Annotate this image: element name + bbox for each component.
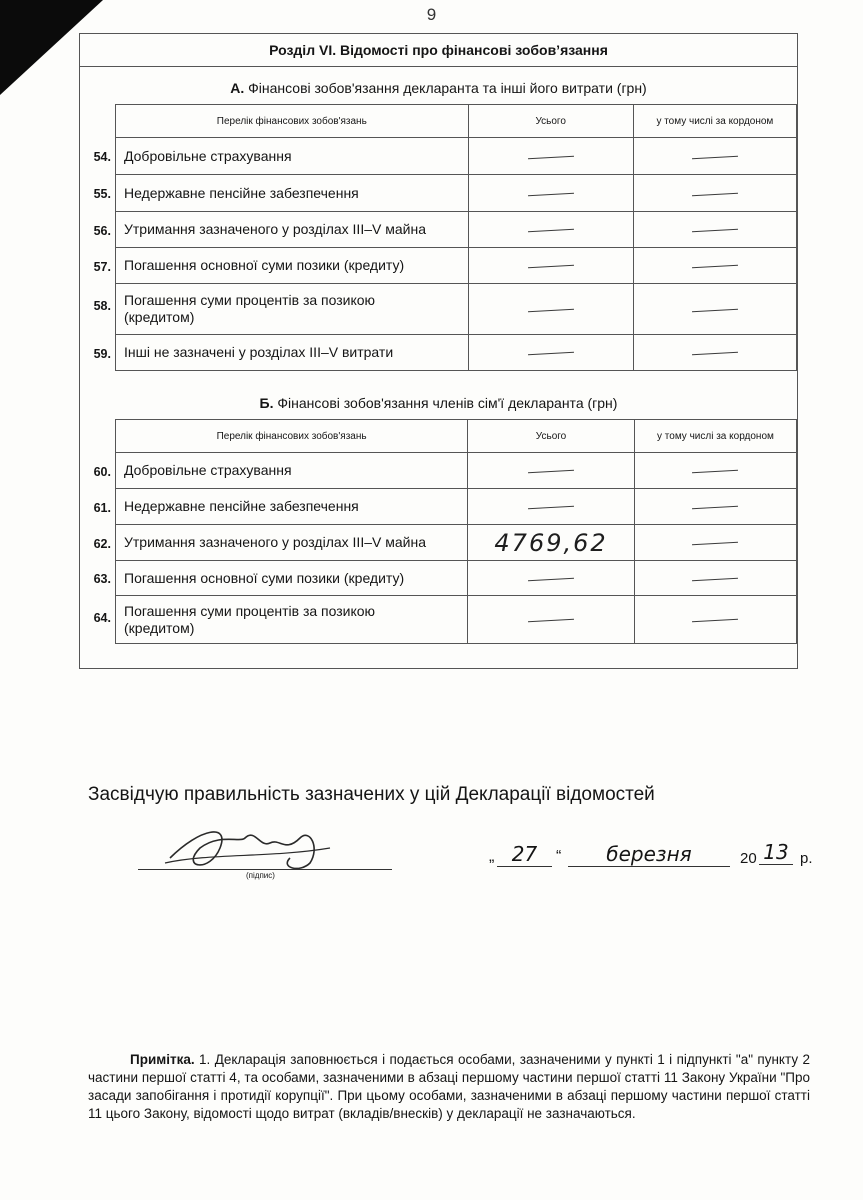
header-abroad: у тому числі за кордоном: [633, 105, 796, 138]
signature-line: [138, 869, 392, 870]
row-total-cell: [468, 561, 635, 596]
row-number: 57.: [93, 259, 111, 274]
dash-mark: [692, 578, 738, 581]
row-label-cell: [93, 138, 469, 175]
row-label-cell: [93, 453, 468, 489]
date-year: 13: [759, 840, 793, 865]
row-number: 63.: [93, 572, 111, 586]
table-row: [116, 596, 797, 644]
dash-mark: [528, 229, 574, 232]
dash-mark: [528, 156, 574, 159]
section-title: Розділ VI. Відомості про фінансові зобов’язання: [80, 34, 797, 67]
row-abroad-cell: [634, 525, 796, 561]
row-label: Утримання зазначеного у розділах III–V майна: [124, 534, 426, 550]
part-a-title-text: Фінансові зобов'язання декларанта та інші його витрати (грн): [248, 80, 647, 96]
row-total-cell: [468, 453, 635, 489]
row-abroad-cell: [633, 284, 796, 335]
attestation-text: Засвідчую правильність зазначених у цій Декларації відомостей: [88, 784, 655, 805]
row-label: Недержавне пенсійне забезпечення: [124, 184, 359, 201]
dash-mark: [528, 506, 574, 509]
dash-mark: [528, 352, 574, 355]
table-row: [116, 284, 797, 335]
dash-mark: [692, 309, 738, 312]
dash-mark: [528, 265, 574, 268]
row-number: 54.: [93, 150, 111, 164]
row-abroad-cell: [633, 335, 796, 371]
row-number: 58.: [93, 299, 111, 313]
part-b-title: [80, 395, 797, 411]
row-abroad-cell: [633, 212, 796, 248]
footnote: [88, 1051, 810, 1123]
row-label: Добровільне страхування: [124, 462, 292, 478]
row-number: 61.: [93, 500, 111, 515]
row-label-cell: [93, 596, 468, 644]
table-row: [116, 561, 797, 596]
row-label-cell: [93, 525, 468, 561]
part-b-title-text: Фінансові зобов'язання членів сім'ї декларанта (грн): [277, 395, 618, 411]
handwritten-amount: 4769,62: [494, 528, 608, 557]
table-header-row: [116, 105, 797, 138]
row-abroad-cell: [634, 596, 796, 644]
header-list: Перелік фінансових зобов'язань: [116, 420, 468, 453]
dash-mark: [692, 265, 738, 268]
row-abroad-cell: [633, 248, 796, 284]
row-total-cell: [468, 248, 633, 284]
dash-mark: [692, 229, 738, 232]
row-number: 62.: [93, 536, 111, 551]
row-label: Погашення основної суми позики (кредиту): [124, 569, 405, 586]
dash-mark: [692, 506, 738, 509]
date-year-prefix: 20: [740, 850, 757, 867]
row-total-cell: [468, 175, 633, 212]
table-row: [116, 138, 797, 175]
row-label: Погашення суми процентів за позикою (кредитом): [124, 602, 376, 636]
row-label-cell: [93, 335, 469, 371]
dash-mark: [528, 309, 574, 312]
row-total-cell: [468, 212, 633, 248]
date-year-unit: р.: [800, 850, 813, 867]
row-label-cell: [93, 175, 469, 212]
dash-mark: [528, 470, 574, 473]
dash-mark: [528, 193, 574, 196]
row-label-cell: [93, 561, 468, 596]
row-abroad-cell: [634, 561, 796, 596]
dash-mark: [528, 578, 574, 581]
dash-mark: [692, 619, 738, 622]
row-label-cell: [93, 212, 469, 248]
note-label: Примітка.: [130, 1052, 195, 1067]
quote-open: „: [489, 848, 495, 865]
row-abroad-cell: [633, 138, 796, 175]
header-total: Усього: [468, 105, 633, 138]
part-b-table: [93, 419, 797, 644]
row-label-cell: [93, 248, 469, 284]
dash-mark: [692, 470, 738, 473]
dash-mark: [528, 619, 574, 622]
row-abroad-cell: [634, 453, 796, 489]
row-abroad-cell: [633, 175, 796, 212]
dash-mark: [692, 352, 738, 355]
table-row: [116, 175, 797, 212]
row-total-cell: [468, 335, 633, 371]
row-abroad-cell: [634, 489, 796, 525]
quote-close: “: [556, 848, 562, 865]
header-abroad: у тому числі за кордоном: [634, 420, 796, 453]
part-b-letter: Б.: [259, 395, 274, 411]
row-number: 64.: [93, 611, 111, 625]
header-list: Перелік фінансових зобов'язань: [116, 105, 469, 138]
table-row: [116, 489, 797, 525]
row-label: Утримання зазначеного у розділах III–V майна: [124, 221, 426, 237]
date-month: березня: [568, 842, 730, 867]
part-a-body: [93, 138, 797, 371]
dash-mark: [692, 193, 738, 196]
table-row: [116, 453, 797, 489]
table-row: [116, 248, 797, 284]
row-total-cell: [468, 284, 633, 335]
row-total-cell: [468, 596, 635, 644]
header-total: Усього: [468, 420, 635, 453]
row-label: Недержавне пенсійне забезпечення: [124, 498, 359, 514]
part-b-body: [93, 453, 797, 644]
row-label: Погашення суми процентів за позикою (кредитом): [124, 292, 376, 325]
row-label: Погашення основної суми позики (кредиту): [124, 257, 405, 273]
table-row: [116, 335, 797, 371]
row-number: 55.: [93, 187, 111, 201]
row-number: 56.: [93, 223, 111, 238]
row-total-cell: [468, 525, 635, 561]
table-header-row: [116, 420, 797, 453]
row-label-cell: [93, 489, 468, 525]
part-a-letter: А.: [230, 80, 245, 96]
date-day: 27: [497, 842, 552, 867]
row-label: Інші не зазначені у розділах III–V витрати: [124, 344, 394, 360]
page-number: 9: [426, 5, 437, 24]
part-a-title: [80, 80, 797, 96]
row-total-cell: [468, 489, 635, 525]
row-label-cell: [93, 284, 469, 335]
signature-label: (підпис): [246, 871, 275, 880]
table-row: [116, 212, 797, 248]
dash-mark: [692, 156, 738, 159]
section-box: [79, 33, 798, 669]
note-text: 1. Декларація заповнюється і подається особами, зазначеними у пункті 1 і підпункті "а" пункту 2 частини першої статті 4, та особами, зазначеними в абзаці першому частини першої статті 11 Закону України "Про засади запобігання і протидії корупції". При цьому особами, зазначеними в абзаці першому частини першої статті 11 цього Закону, відомості щодо витрат (вкладів/внесків) у декларації не зазначаються.: [88, 1052, 810, 1121]
row-total-cell: [468, 138, 633, 175]
row-number: 60.: [93, 464, 111, 479]
table-row: [116, 525, 797, 561]
dash-mark: [692, 542, 738, 545]
row-number: 59.: [93, 346, 111, 361]
row-label: Добровільне страхування: [124, 147, 292, 164]
part-a-table: [93, 104, 797, 371]
